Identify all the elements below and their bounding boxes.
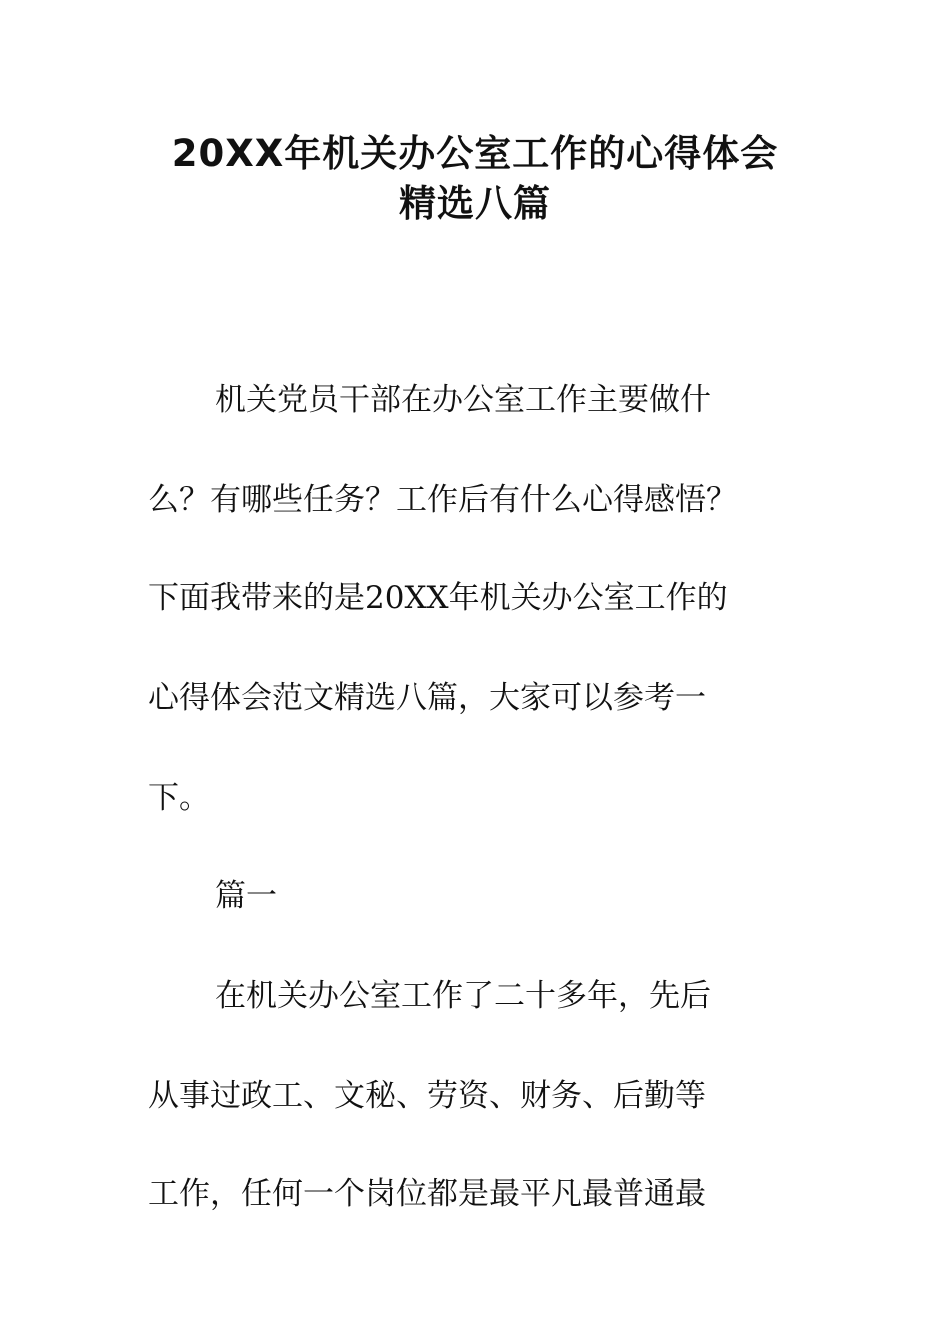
paragraph-line-3: 工作，任何一个岗位都是最平凡最普通最 <box>148 1176 706 1212</box>
intro-line-5: 下。 <box>148 780 210 816</box>
intro-line-2: 么？有哪些任务？工作后有什么心得感悟？ <box>148 482 737 518</box>
document-title-line-2: 精选八篇 <box>399 182 551 225</box>
paragraph-line-1: 在机关办公室工作了二十多年，先后 <box>215 978 711 1014</box>
paragraph-line-2: 从事过政工、文秘、劳资、财务、后勤等 <box>148 1078 706 1114</box>
intro-line-4: 心得体会范文精选八篇，大家可以参考一 <box>148 680 706 716</box>
section-heading: 篇一 <box>215 878 277 914</box>
document-title-line-1: 20XX年机关办公室工作的心得体会 <box>171 132 779 175</box>
intro-line-1: 机关党员干部在办公室工作主要做什 <box>215 382 711 418</box>
intro-line-3: 下面我带来的是20XX年机关办公室工作的 <box>148 580 728 616</box>
